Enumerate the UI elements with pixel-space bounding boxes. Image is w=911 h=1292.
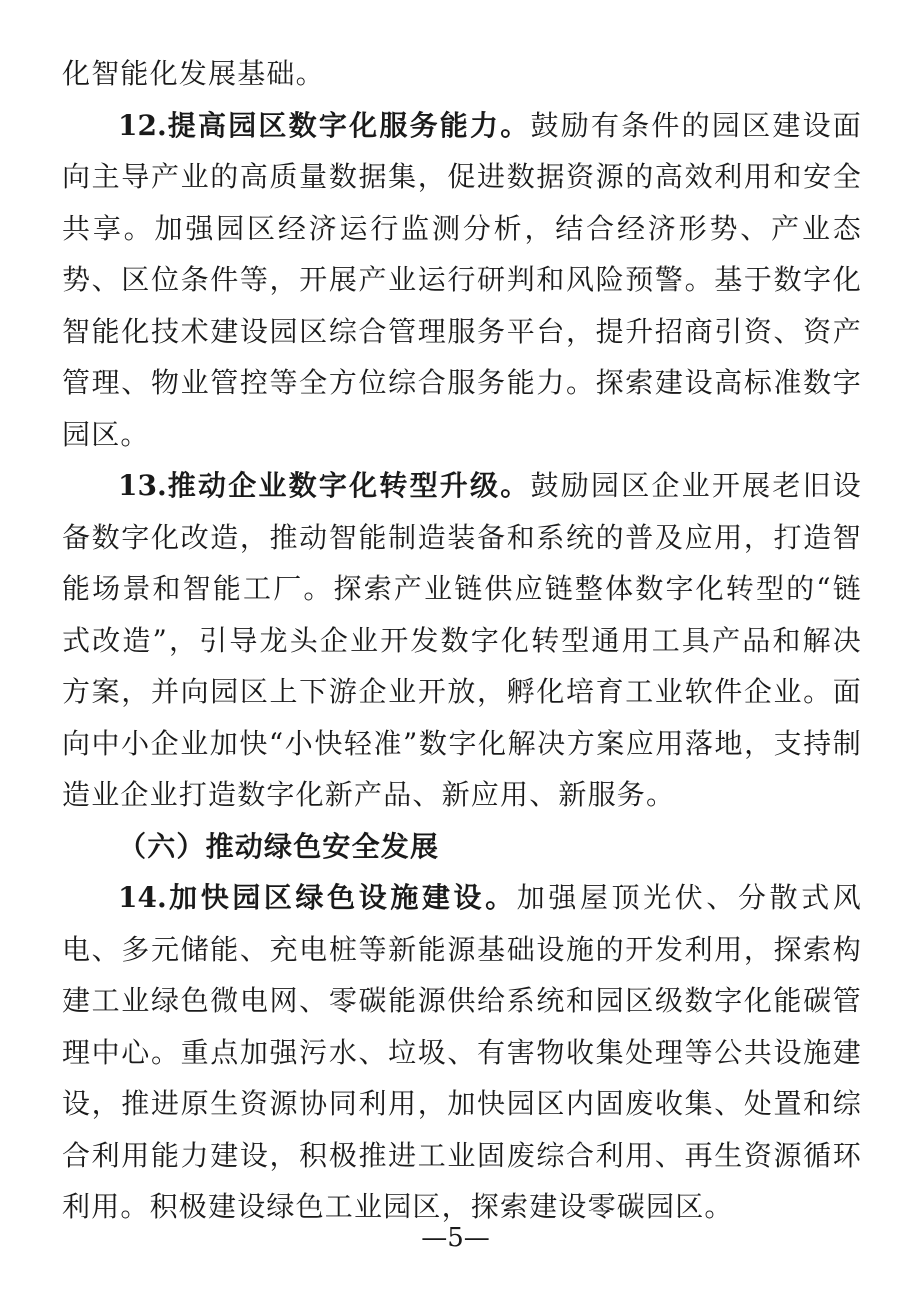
item-12-heading: 提高园区数字化服务能力。 bbox=[166, 108, 531, 142]
item-13-heading: 推动企业数字化转型升级。 bbox=[166, 469, 531, 502]
item-13-paragraph bbox=[62, 460, 862, 821]
item-13-number: 13. bbox=[118, 469, 167, 502]
item-14-body: 加强屋顶光伏、分散式风电、多元储能、充电桩等新能源基础设施的开发利用，探索构建工业绿色微电网、零碳能源供给系统和园区级数字化能碳管理中心。重点加强污水、垃圾、有害物收集处理等公共设施建设，推进原生资源协同利用，加快园区内固废收集、处置和综合利用能力建设，积极推进工业固废综合利用、再生资源循环利用。积极建设绿色工业园区，探索建设零碳园区。 bbox=[62, 881, 863, 1223]
section-heading: （六）推动绿色安全发展 bbox=[118, 829, 440, 863]
item-14-number: 14. bbox=[118, 881, 167, 914]
item-14-heading: 加快园区绿色设施建设。 bbox=[166, 881, 517, 914]
document-page bbox=[62, 48, 862, 1233]
continuation-paragraph: 化智能化发展基础。 bbox=[62, 57, 325, 90]
item-12-paragraph bbox=[62, 100, 862, 461]
item-13-body: 鼓励园区企业开展老旧设备数字化改造，推动智能制造装备和系统的普及应用，打造智能场景和智能工厂。探索产业链供应链整体数字化转型的“链式改造”，引导龙头企业开发数字化转型通用工具产品和解决方案，并向园区上下游企业开放，孵化培育工业软件企业。面向中小企业加快“小快轻准”数字化解决方案应用落地，支持制造业企业打造数字化新产品、新应用、新服务。 bbox=[62, 469, 862, 811]
page-number: —5— bbox=[421, 1223, 490, 1253]
item-12-number: 12. bbox=[118, 108, 167, 142]
item-12-body: 鼓励有条件的园区建设面向主导产业的高质量数据集，促进数据资源的高效利用和安全共享。加强园区经济运行监测分析，结合经济形势、产业态势、区位条件等，开展产业运行研判和风险预警。基于数字化智能化技术建设园区综合管理服务平台，提升招商引资、资产管理、物业管控等全方位综合服务能力。探索建设高标准数字园区。 bbox=[62, 108, 862, 451]
item-14-paragraph bbox=[62, 872, 862, 1233]
